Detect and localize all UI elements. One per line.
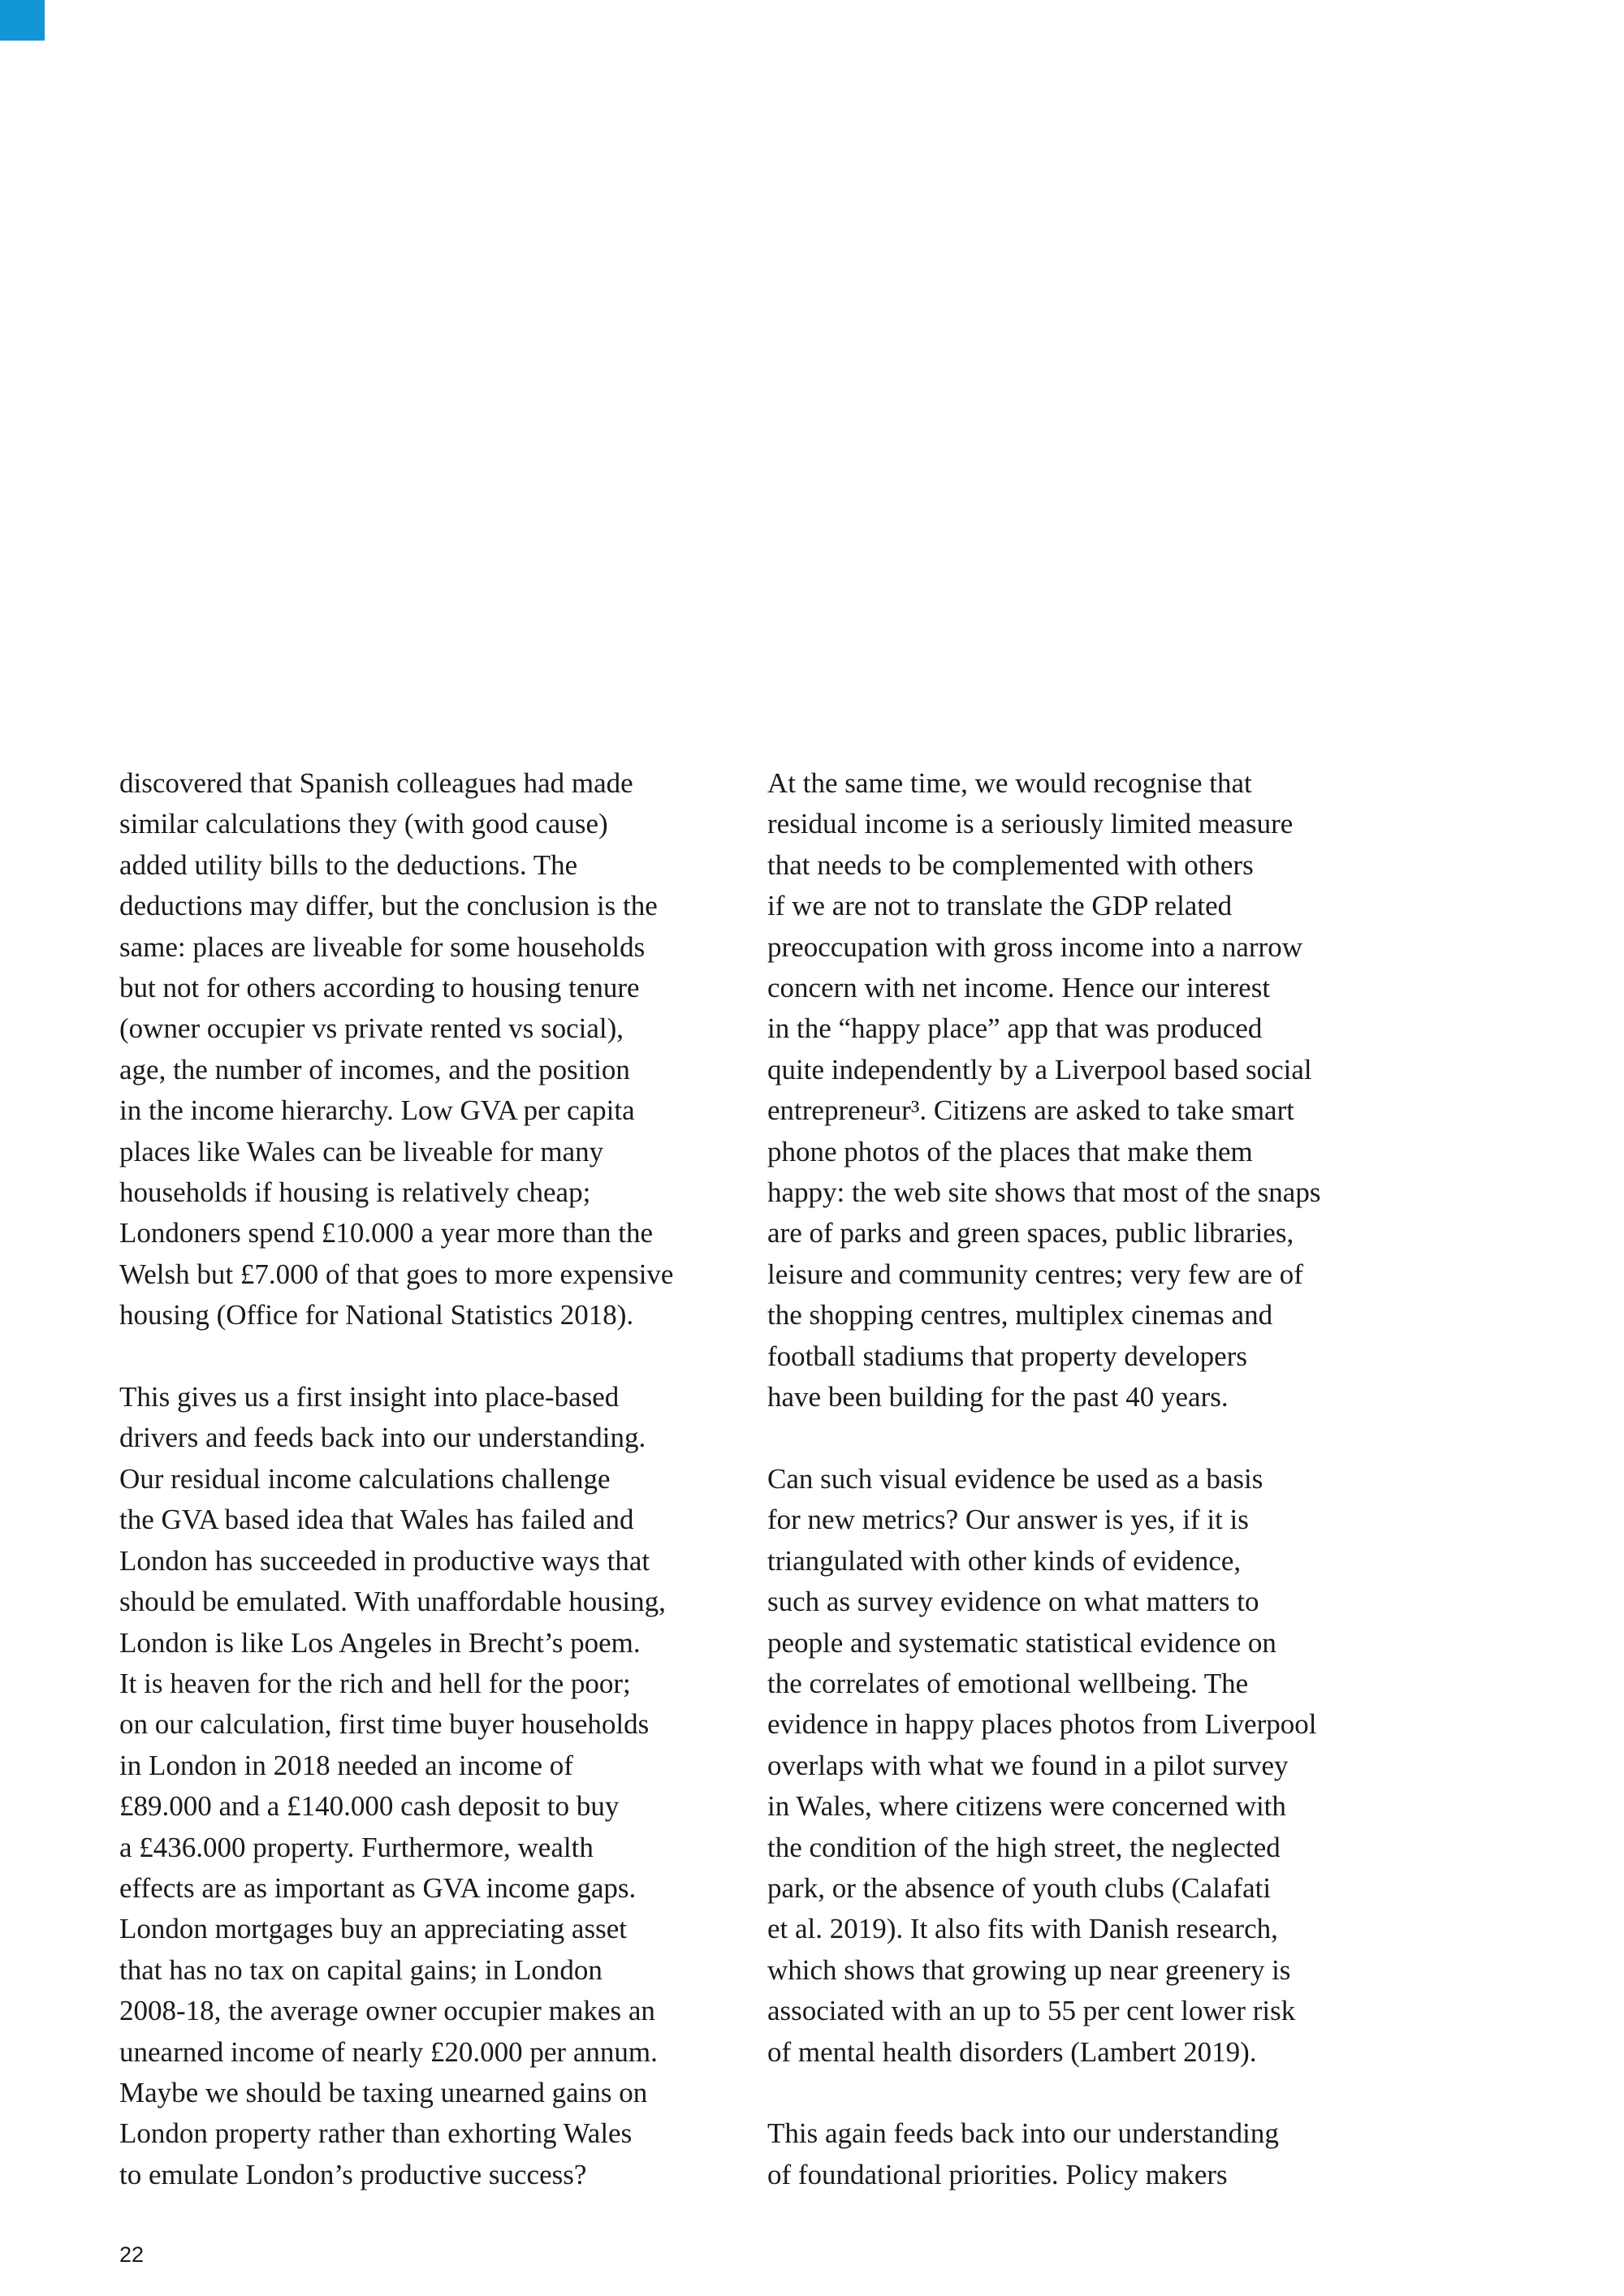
paragraph	[119, 1377, 769, 2195]
text-line: This again feeds back into our understanding	[767, 2117, 1279, 2150]
text-line: et al. 2019). It also fits with Danish research,	[767, 1913, 1278, 1945]
text-line: in Wales, where citizens were concerned with	[767, 1790, 1286, 1823]
text-line: in the “happy place” app that was produced	[767, 1012, 1263, 1045]
text-line: £89.000 and a £140.000 cash deposit to buy	[119, 1790, 620, 1823]
text-line: but not for others according to housing tenure	[119, 972, 640, 1004]
text-line: should be emulated. With unaffordable housing,	[119, 1586, 666, 1618]
text-line: similar calculations they (with good cause)	[119, 808, 608, 840]
text-line: places like Wales can be liveable for many	[119, 1135, 604, 1167]
text-line: of mental health disorders (Lambert 2019).	[767, 2035, 1257, 2068]
text-line: people and systematic statistical evidence on	[767, 1626, 1276, 1659]
text-line: Londoners spend £10.000 a year more than the	[119, 1217, 654, 1249]
text-line: which shows that growing up near greenery is	[767, 1953, 1291, 1986]
text-line: entrepreneur³. Citizens are asked to take smart	[767, 1094, 1294, 1127]
text-line: It is heaven for the rich and hell for the poor;	[119, 1667, 631, 1699]
text-line: Can such visual evidence be used as a basis	[767, 1462, 1263, 1495]
text-line: overlaps with what we found in a pilot survey	[767, 1749, 1289, 1781]
text-line: age, the number of incomes, and the position	[119, 1053, 630, 1085]
text-line: (owner occupier vs private rented vs social),	[119, 1012, 624, 1045]
text-line: of foundational priorities. Policy makers	[767, 2158, 1228, 2190]
text-line: London mortgages buy an appreciating asset	[119, 1913, 627, 1945]
text-line: if we are not to translate the GDP related	[767, 890, 1233, 922]
text-line: effects are as important as GVA income gaps.	[119, 1871, 637, 1904]
text-line: in the income hierarchy. Low GVA per capita	[119, 1094, 635, 1127]
text-line: same: places are liveable for some households	[119, 930, 646, 963]
text-line: drivers and feeds back into our understanding.	[119, 1422, 646, 1454]
text-line: such as survey evidence on what matters to	[767, 1586, 1259, 1618]
text-line: 2008-18, the average owner occupier makes an	[119, 1995, 655, 2027]
text-line: park, or the absence of youth clubs (Calafati	[767, 1871, 1272, 1904]
text-line: discovered that Spanish colleagues had made	[119, 767, 633, 799]
paragraph	[767, 763, 1417, 1418]
text-line: deductions may differ, but the conclusion is the	[119, 890, 658, 922]
corner-accent-block	[0, 0, 45, 41]
text-line: London has succeeded in productive ways that	[119, 1544, 650, 1577]
text-line: Our residual income calculations challenge	[119, 1462, 611, 1495]
text-line: preoccupation with gross income into a narrow	[767, 930, 1302, 963]
text-line: the correlates of emotional wellbeing. The	[767, 1667, 1249, 1699]
text-line: phone photos of the places that make them	[767, 1135, 1253, 1167]
text-line: housing (Office for National Statistics 2018).	[119, 1299, 634, 1331]
text-line: evidence in happy places photos from Liverpool	[767, 1708, 1317, 1741]
paragraph	[767, 2113, 1417, 2195]
text-line: for new metrics? Our answer is yes, if it is	[767, 1504, 1249, 1536]
text-line: households if housing is relatively cheap;	[119, 1176, 591, 1209]
text-line: added utility bills to the deductions. The	[119, 848, 578, 881]
paragraph	[767, 1459, 1417, 2073]
text-line: happy: the web site shows that most of the snaps	[767, 1176, 1321, 1209]
paragraph	[119, 763, 769, 1336]
text-line: residual income is a seriously limited measure	[767, 808, 1294, 840]
text-line: to emulate London’s productive success?	[119, 2158, 587, 2190]
text-line: that needs to be complemented with others	[767, 848, 1254, 881]
text-line: on our calculation, first time buyer households	[119, 1708, 650, 1741]
text-line: associated with an up to 55 per cent lower risk	[767, 1995, 1296, 2027]
text-line: Maybe we should be taxing unearned gains on	[119, 2076, 648, 2108]
text-line: football stadiums that property developers	[767, 1340, 1247, 1372]
text-line: triangulated with other kinds of evidence,	[767, 1544, 1242, 1577]
text-line: At the same time, we would recognise that	[767, 767, 1252, 799]
left-text-column	[119, 763, 769, 2237]
text-line: London is like Los Angeles in Brecht’s poem.	[119, 1626, 641, 1659]
text-line: the condition of the high street, the neglected	[767, 1831, 1281, 1863]
text-line: Welsh but £7.000 of that goes to more expensive	[119, 1258, 674, 1290]
right-text-column	[767, 763, 1417, 2237]
text-line: in London in 2018 needed an income of	[119, 1749, 573, 1781]
text-line: have been building for the past 40 years.	[767, 1381, 1229, 1413]
text-line: This gives us a first insight into place-based	[119, 1381, 620, 1413]
text-line: are of parks and green spaces, public libraries,	[767, 1217, 1294, 1249]
text-line: the shopping centres, multiplex cinemas and	[767, 1299, 1273, 1331]
page-number: 22	[119, 2242, 145, 2267]
text-line: unearned income of nearly £20.000 per annum.	[119, 2035, 658, 2068]
text-line: a £436.000 property. Furthermore, wealth	[119, 1831, 594, 1863]
text-line: leisure and community centres; very few are of	[767, 1258, 1303, 1290]
text-line: London property rather than exhorting Wales	[119, 2117, 633, 2150]
text-line: concern with net income. Hence our interest	[767, 972, 1271, 1004]
text-line: the GVA based idea that Wales has failed and	[119, 1504, 634, 1536]
text-line: quite independently by a Liverpool based social	[767, 1053, 1312, 1085]
text-line: that has no tax on capital gains; in London	[119, 1953, 603, 1986]
